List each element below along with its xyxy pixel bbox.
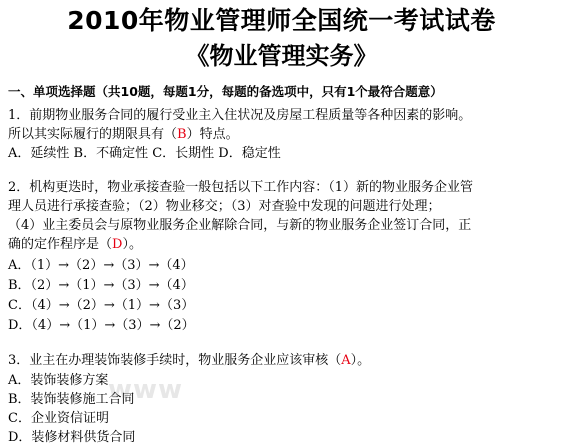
q3-answer: A (341, 353, 351, 368)
watermark: www (108, 375, 184, 405)
q2-line4 (8, 236, 142, 253)
q2-line1: 2．机构更迭时，物业承接查验一般包括以下工作内容：（1）新的物业服务企业管 (8, 180, 474, 195)
q2-option: C．（4）→（2）→（1）→（3） (8, 298, 195, 313)
q3-option: D．装修材料供货合同 (8, 430, 136, 445)
q3-line1 (8, 352, 370, 369)
q2-line4-pre: 确的定作程序是（ (8, 237, 113, 252)
q1-answer: B (177, 127, 187, 142)
q3-line1-pre: 3．业主在办理装饰装修手续时，物业服务企业应该审核（ (8, 353, 342, 368)
exam-title: 2010年物业管理师全国统一考试试卷 (67, 6, 496, 35)
q2-line4-post: ）。 (122, 237, 142, 252)
q1-line2-pre: 所以其实际履行的期限具有（ (8, 127, 178, 142)
q3-option: C．企业资信证明 (8, 411, 109, 426)
q3-option: A．装饰装修方案 (8, 373, 109, 388)
q2-option: A．（1）→（2）→（3）→（4） (8, 258, 194, 273)
q3-line1-post: ）。 (350, 353, 371, 368)
q2-option: B．（2）→（1）→（3）→（4） (8, 278, 194, 293)
q2-line2: 理人员进行承接查验；（2）物业移交；（3）对查验中发现的问题进行处理； (8, 199, 441, 214)
q2-answer: D (112, 237, 123, 252)
q3-option: B．装饰装修施工合同 (8, 392, 135, 407)
exam-subtitle: 《物业管理实务》 (185, 42, 378, 70)
q1-options: A．延续性 B．不确定性 C．长期性 D．稳定性 (8, 146, 281, 161)
q1-line2-post: ）特点。 (186, 127, 239, 142)
q1-line1: 1．前期物业服务合同的履行受业主入住状况及房屋工程质量等各种因素的影响。 (8, 108, 472, 123)
section-heading: 一、单项选择题（共10题，每题1分，每题的备选项中，只有1个最符合题意） (8, 84, 443, 99)
q2-option: D．（4）→（1）→（3）→（2） (8, 318, 195, 333)
q1-line2 (8, 126, 239, 143)
q2-line3: （4）业主委员会与原物业服务企业解除合同，与新的物业服务企业签订合同，正 (8, 218, 472, 233)
